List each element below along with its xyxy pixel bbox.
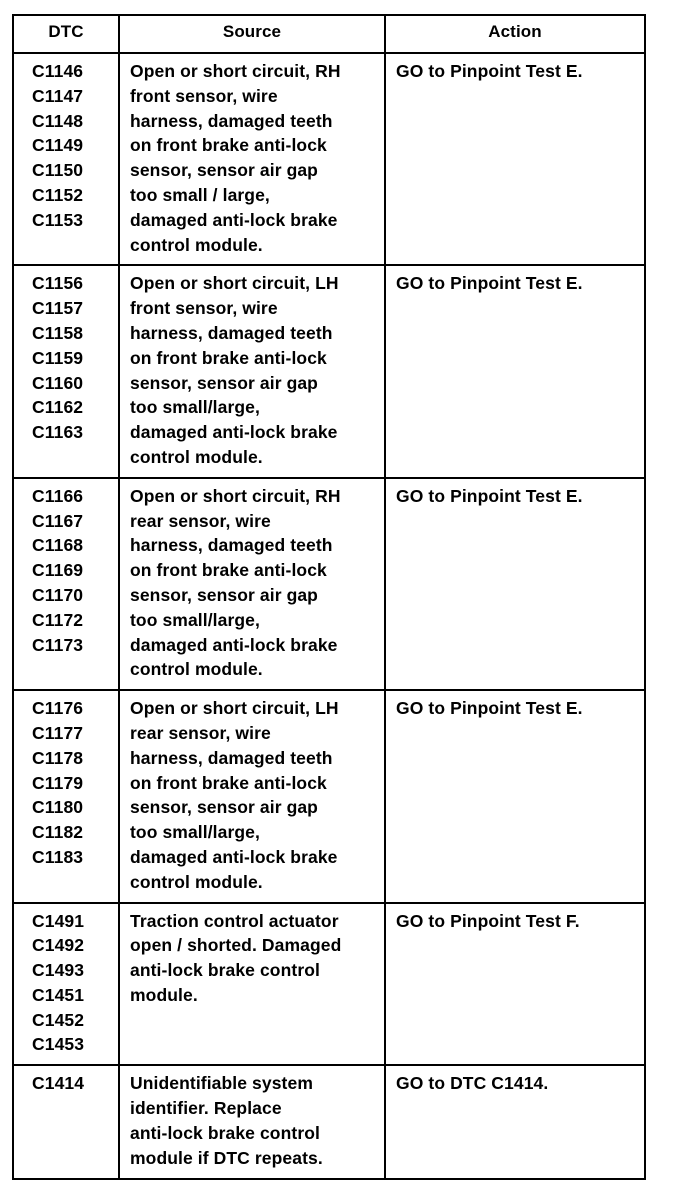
source-line: damaged anti-lock brake — [130, 422, 338, 443]
table-row — [13, 53, 645, 265]
dtc-code: C1147 — [32, 85, 84, 106]
source-line: Open or short circuit, RH — [130, 61, 341, 81]
source-line: on front brake anti-lock — [130, 560, 327, 581]
dtc-code: C1150 — [32, 160, 84, 181]
source-line: harness, damaged teeth — [130, 110, 333, 131]
dtc-code: C1172 — [32, 609, 84, 630]
dtc-code: C1178 — [32, 747, 84, 768]
table-row — [13, 478, 645, 690]
dtc-table — [12, 14, 646, 1180]
dtc-code: C1453 — [32, 1034, 85, 1055]
table-row — [13, 265, 645, 477]
source-line: control module. — [130, 446, 263, 467]
action-cell: GO to Pinpoint Test E. — [385, 690, 645, 902]
dtc-code: C1149 — [32, 135, 84, 156]
dtc-code: C1182 — [32, 822, 84, 843]
dtc-code: C1153 — [32, 209, 84, 230]
table-header — [13, 15, 645, 53]
source-line: rear sensor, wire — [130, 722, 271, 743]
action-cell: GO to Pinpoint Test E. — [385, 265, 645, 477]
source-line: harness, damaged teeth — [130, 322, 333, 343]
source-line: anti-lock brake control — [130, 960, 320, 981]
dtc-code: C1160 — [32, 372, 84, 393]
dtc-code: C1452 — [32, 1009, 85, 1030]
source-line: too small/large, — [130, 609, 260, 630]
dtc-code: C1451 — [32, 984, 85, 1005]
dtc-code: C1167 — [32, 510, 84, 531]
source-cell — [119, 53, 385, 265]
source-line: open / shorted. Damaged — [130, 935, 342, 956]
dtc-cell — [13, 903, 119, 1066]
source-line: sensor, sensor air gap — [130, 160, 318, 181]
dtc-code: C1414 — [32, 1073, 85, 1094]
header-row — [13, 15, 645, 53]
source-cell — [119, 265, 385, 477]
source-line: Traction control actuator — [130, 910, 339, 931]
source-cell — [119, 903, 385, 1066]
source-cell — [119, 690, 385, 902]
dtc-code: C1176 — [32, 698, 84, 719]
dtc-code: C1493 — [32, 960, 85, 981]
source-line: too small / large, — [130, 184, 270, 205]
source-line: sensor, sensor air gap — [130, 584, 318, 605]
table-row — [13, 690, 645, 902]
dtc-cell — [13, 478, 119, 690]
action-cell: GO to Pinpoint Test E. — [385, 53, 645, 265]
source-line: module. — [130, 984, 198, 1005]
table-row — [13, 1065, 645, 1179]
table-row — [13, 903, 645, 1066]
action-cell: GO to Pinpoint Test E. — [385, 478, 645, 690]
source-line: damaged anti-lock brake — [130, 209, 338, 230]
dtc-code: C1179 — [32, 772, 84, 793]
header-action: Action — [385, 15, 645, 53]
dtc-code: C1169 — [32, 560, 84, 581]
header-source: Source — [119, 15, 385, 53]
source-line: damaged anti-lock brake — [130, 634, 338, 655]
source-line: identifier. Replace — [130, 1098, 282, 1119]
source-line: sensor, sensor air gap — [130, 797, 318, 818]
dtc-code: C1166 — [32, 485, 84, 506]
source-line: too small/large, — [130, 397, 260, 418]
dtc-code: C1183 — [32, 846, 84, 867]
source-line: anti-lock brake control — [130, 1122, 320, 1143]
action-cell: GO to DTC C1414. — [385, 1065, 645, 1179]
source-line: control module. — [130, 234, 263, 255]
source-line: on front brake anti-lock — [130, 135, 327, 156]
dtc-code: C1158 — [32, 322, 84, 343]
source-line: harness, damaged teeth — [130, 747, 333, 768]
dtc-code: C1177 — [32, 722, 84, 743]
source-line: Open or short circuit, LH — [130, 273, 339, 294]
dtc-cell — [13, 53, 119, 265]
source-cell — [119, 1065, 385, 1179]
dtc-code: C1159 — [32, 347, 84, 368]
source-line: Unidentifiable system — [130, 1073, 313, 1094]
source-line: Open or short circuit, RH — [130, 485, 341, 506]
source-line: too small/large, — [130, 822, 260, 843]
dtc-code: C1162 — [32, 397, 84, 418]
dtc-code: C1163 — [32, 422, 84, 443]
dtc-code: C1168 — [32, 535, 84, 556]
dtc-code: C1156 — [32, 273, 84, 294]
source-line: Open or short circuit, LH — [130, 698, 339, 719]
dtc-cell — [13, 1065, 119, 1179]
source-line: module if DTC repeats. — [130, 1147, 323, 1168]
dtc-cell — [13, 265, 119, 477]
dtc-code: C1152 — [32, 184, 84, 205]
source-line: control module. — [130, 659, 263, 680]
dtc-code: C1491 — [32, 910, 85, 931]
source-line: control module. — [130, 871, 263, 892]
source-line: front sensor, wire — [130, 298, 278, 319]
action-cell: GO to Pinpoint Test F. — [385, 903, 645, 1066]
source-line: harness, damaged teeth — [130, 535, 333, 556]
dtc-cell — [13, 690, 119, 902]
source-line: on front brake anti-lock — [130, 347, 327, 368]
table-body — [13, 53, 645, 1179]
dtc-code: C1157 — [32, 298, 84, 319]
source-line: on front brake anti-lock — [130, 772, 327, 793]
source-line: sensor, sensor air gap — [130, 372, 318, 393]
dtc-code: C1180 — [32, 797, 84, 818]
source-cell — [119, 478, 385, 690]
source-line: front sensor, wire — [130, 85, 278, 106]
header-dtc: DTC — [13, 15, 119, 53]
source-line: rear sensor, wire — [130, 510, 271, 531]
dtc-code: C1173 — [32, 634, 84, 655]
source-line: damaged anti-lock brake — [130, 846, 338, 867]
dtc-code: C1148 — [32, 110, 84, 131]
dtc-code: C1492 — [32, 935, 85, 956]
dtc-code: C1170 — [32, 584, 84, 605]
dtc-code: C1146 — [32, 61, 84, 81]
